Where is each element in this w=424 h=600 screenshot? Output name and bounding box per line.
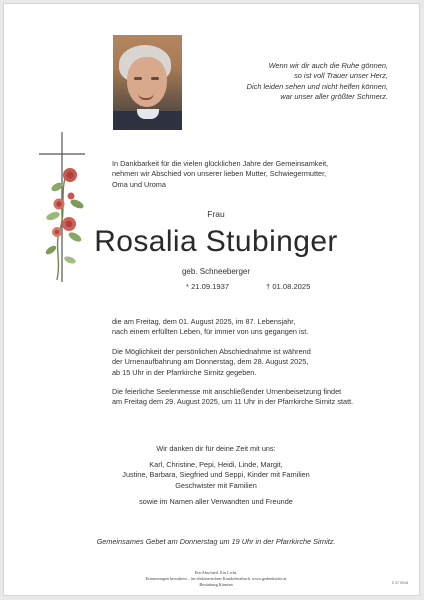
paragraph-line: ab 15 Uhr in der Pfarrkirche Sirnitz gegeben. [112, 367, 257, 377]
farewell-paragraph [112, 347, 412, 378]
quote-line: war unser aller größter Schmerz. [280, 92, 388, 102]
paragraph-line: Die Möglichkeit der persönlichen Abschiednahme ist während [112, 347, 311, 356]
family-line: Geschwister mit Familien [175, 480, 257, 490]
footer-line: Bestattung Kärnten [199, 581, 233, 587]
intro-line: In Dankbarkeit für die vielen glücklichen Jahre der Gemeinsamkeit, [112, 159, 329, 168]
intro-line: Oma und Uroma [112, 179, 166, 189]
mass-paragraph [112, 387, 412, 408]
deceased-name: Rosalia Stubinger [94, 225, 338, 258]
footer-line: Ein Abschied. Ein Licht. [194, 570, 238, 575]
paragraph-line: Die feierliche Seelenmesse mit anschließender Urnenbeisetzung findet [112, 387, 342, 396]
thanks-intro: Wir danken dir für deine Zeit mit uns: [156, 444, 276, 453]
document-code: S 37 9018 [391, 581, 408, 585]
paragraph-line: nach einem erfüllten Leben, für immer von uns gegangen ist. [112, 327, 309, 337]
paragraph-line: die am Freitag, dem 01. August 2025, im 87. Lebensjahr, [112, 317, 296, 326]
salutation: Frau [207, 209, 225, 219]
footer [4, 570, 424, 587]
obituary-sheet [3, 3, 420, 596]
intro-line: nehmen wir Abschied von unserer lieben Mutter, Schwiegermutter, [112, 169, 327, 179]
family-line: Justine, Barbara, Siegfried und Seppi, Kinder mit Familien [122, 470, 310, 480]
death-notice-paragraph [112, 317, 412, 338]
prayer-notice: Gemeinsames Gebet am Donnerstag um 19 Uhr in der Pfarrkirche Sirnitz. [96, 537, 336, 546]
quote-line: so ist voll Trauer unser Herz, [294, 71, 388, 81]
maiden-name: geb. Schneeberger [181, 267, 251, 276]
quote-line: Wenn wir dir auch die Ruhe gönnen, [268, 61, 388, 70]
birth-date: * 21.09.1937 [186, 282, 230, 291]
paragraph-line: der Urnenaufbahrung am Donnerstag, dem 28. August 2025, [112, 357, 309, 367]
death-date: † 01.08.2025 [266, 282, 311, 291]
portrait-photo [113, 35, 182, 130]
relatives-line: sowie im Namen aller Verwandten und Freunde [139, 497, 293, 506]
paragraph-line: am Freitag dem 29. August 2025, um 11 Uhr in der Pfarrkirche Sirnitz statt. [112, 397, 354, 407]
family-list [4, 460, 424, 491]
quote-line: Dich leiden sehen und nicht helfen können, [246, 81, 388, 91]
memorial-quote [188, 61, 388, 103]
footer-link[interactable]: Erinnerungen bewahren – im elektronischen Kondolenzbuch. www.gedenkseite.at [145, 575, 287, 581]
intro-text [112, 159, 402, 190]
family-line: Karl, Christine, Pepi, Heidi, Linde, Margit, [149, 460, 283, 469]
